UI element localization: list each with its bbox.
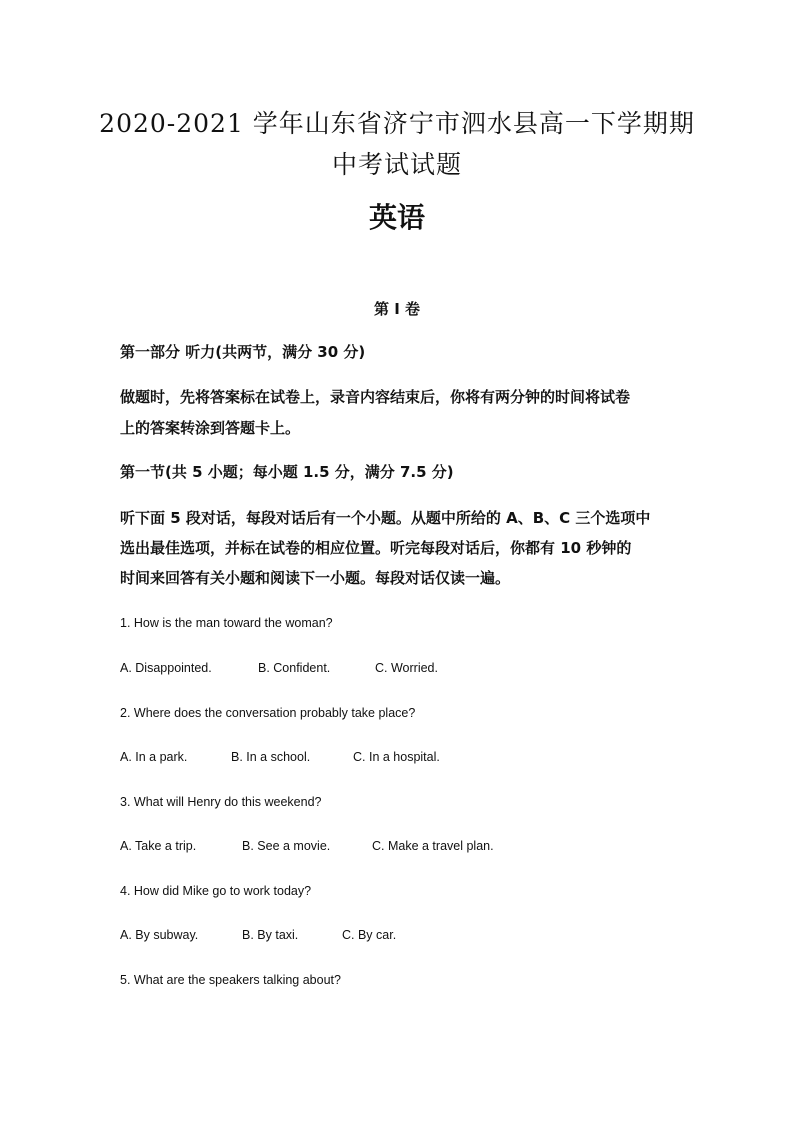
option-a: A. In a park. bbox=[120, 750, 188, 764]
section1-instruction-line-3: 时间来回答有关小题和阅读下一小题。每段对话仅读一遍。 bbox=[120, 569, 511, 587]
section1-heading: 第一节(共 5 小题；每小题 1.5 分，满分 7.5 分) bbox=[120, 463, 454, 481]
question-text: 5. What are the speakers talking about? bbox=[120, 973, 341, 987]
option-a: A. Take a trip. bbox=[120, 839, 197, 853]
option-b: B. See a movie. bbox=[242, 839, 331, 853]
option-a: A. By subway. bbox=[120, 928, 199, 942]
volume-label: 第 I 卷 bbox=[373, 300, 421, 318]
subject-title: 英语 bbox=[368, 201, 425, 234]
option-c: C. Worried. bbox=[375, 661, 438, 675]
exam-title-line-2: 中考试试题 bbox=[331, 150, 462, 179]
option-c: C. By car. bbox=[342, 928, 397, 942]
section1-instruction-line-2: 选出最佳选项，并标在试卷的相应位置。听完每段对话后，你都有 10 秒钟的 bbox=[120, 539, 632, 557]
question-text: 1. How is the man toward the woman? bbox=[120, 616, 333, 630]
part1-instruction-line-2: 上的答案转涂到答题卡上。 bbox=[120, 419, 301, 437]
option-c: C. In a hospital. bbox=[353, 750, 440, 764]
question-text: 3. What will Henry do this weekend? bbox=[120, 795, 322, 809]
part1-heading: 第一部分 听力(共两节，满分 30 分) bbox=[120, 343, 366, 361]
question-text: 2. Where does the conversation probably take place? bbox=[120, 706, 416, 720]
option-b: B. Confident. bbox=[258, 661, 331, 675]
option-c: C. Make a travel plan. bbox=[372, 839, 494, 853]
exam-title-line-1: 2020-2021 学年山东省济宁市泗水县高一下学期期 bbox=[99, 109, 695, 138]
option-a: A. Disappointed. bbox=[120, 661, 212, 675]
option-b: B. By taxi. bbox=[242, 928, 299, 942]
question-text: 4. How did Mike go to work today? bbox=[120, 884, 312, 898]
option-b: B. In a school. bbox=[231, 750, 311, 764]
part1-instruction-line-1: 做题时，先将答案标在试卷上，录音内容结束后，你将有两分钟的时间将试卷 bbox=[120, 388, 631, 406]
section1-instruction-line-1: 听下面 5 段对话，每段对话后有一个小题。从题中所给的 A、B、C 三个选项中 bbox=[120, 509, 651, 527]
